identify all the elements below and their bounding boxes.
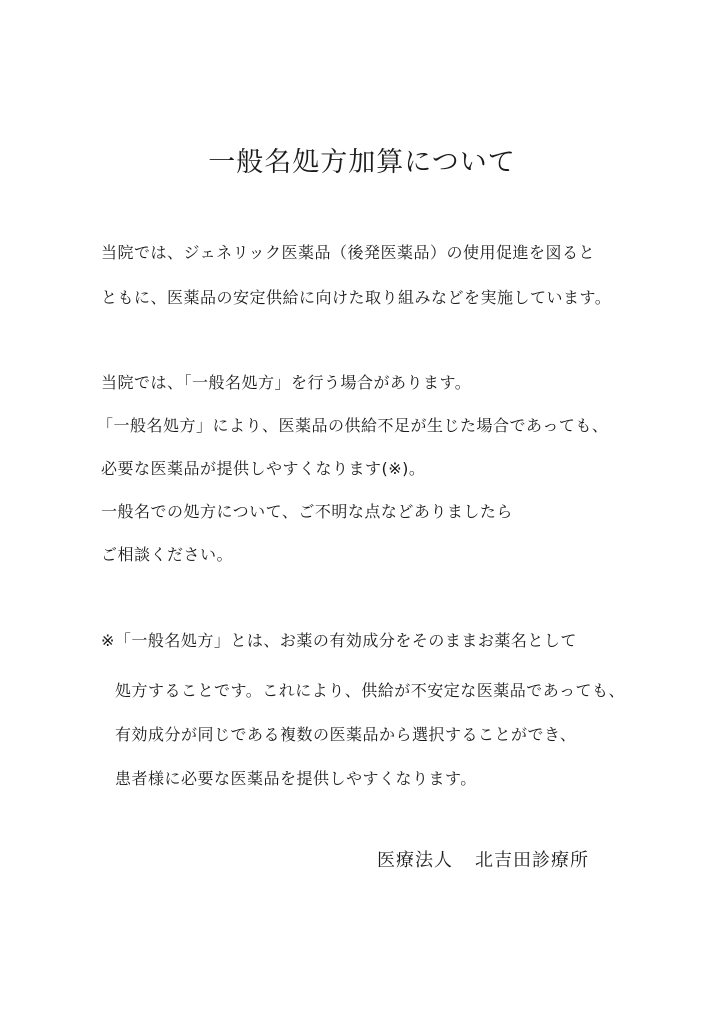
note-line-4: 患者様に必要な医薬品を提供しやすくなります。 <box>115 769 477 788</box>
signature-clinic: 北吉田診療所 <box>475 850 589 871</box>
body-line-5: ご相談ください。 <box>101 545 234 564</box>
note-line-2: 処方することです。これにより、供給が不安定な医薬品であっても、 <box>115 681 626 700</box>
intro-line-1: 当院では、ジェネリック医薬品（後発医薬品）の使用促進を図ると <box>101 243 596 262</box>
signature-organization: 医療法人 <box>377 850 453 871</box>
body-line-4: 一般名での処方について、ご不明な点などありましたら <box>101 502 513 521</box>
body-line-3: 必要な医薬品が提供しやすくなります(※)。 <box>101 459 426 478</box>
signature <box>377 846 589 872</box>
note-line-1: ※「一般名処方」とは、お薬の有効成分をそのままお薬名として <box>101 631 577 650</box>
intro-line-2: ともに、医薬品の安定供給に向けた取り組みなどを実施しています。 <box>101 288 612 307</box>
page-title: 一般名処方加算について <box>208 147 516 178</box>
body-line-1: 当院では、「一般名処方」を行う場合があります。 <box>101 373 472 392</box>
note-line-3: 有効成分が同じである複数の医薬品から選択することができ、 <box>115 725 577 744</box>
body-line-2: 「一般名処方」により、医薬品の供給不足が生じた場合であっても、 <box>97 416 609 435</box>
